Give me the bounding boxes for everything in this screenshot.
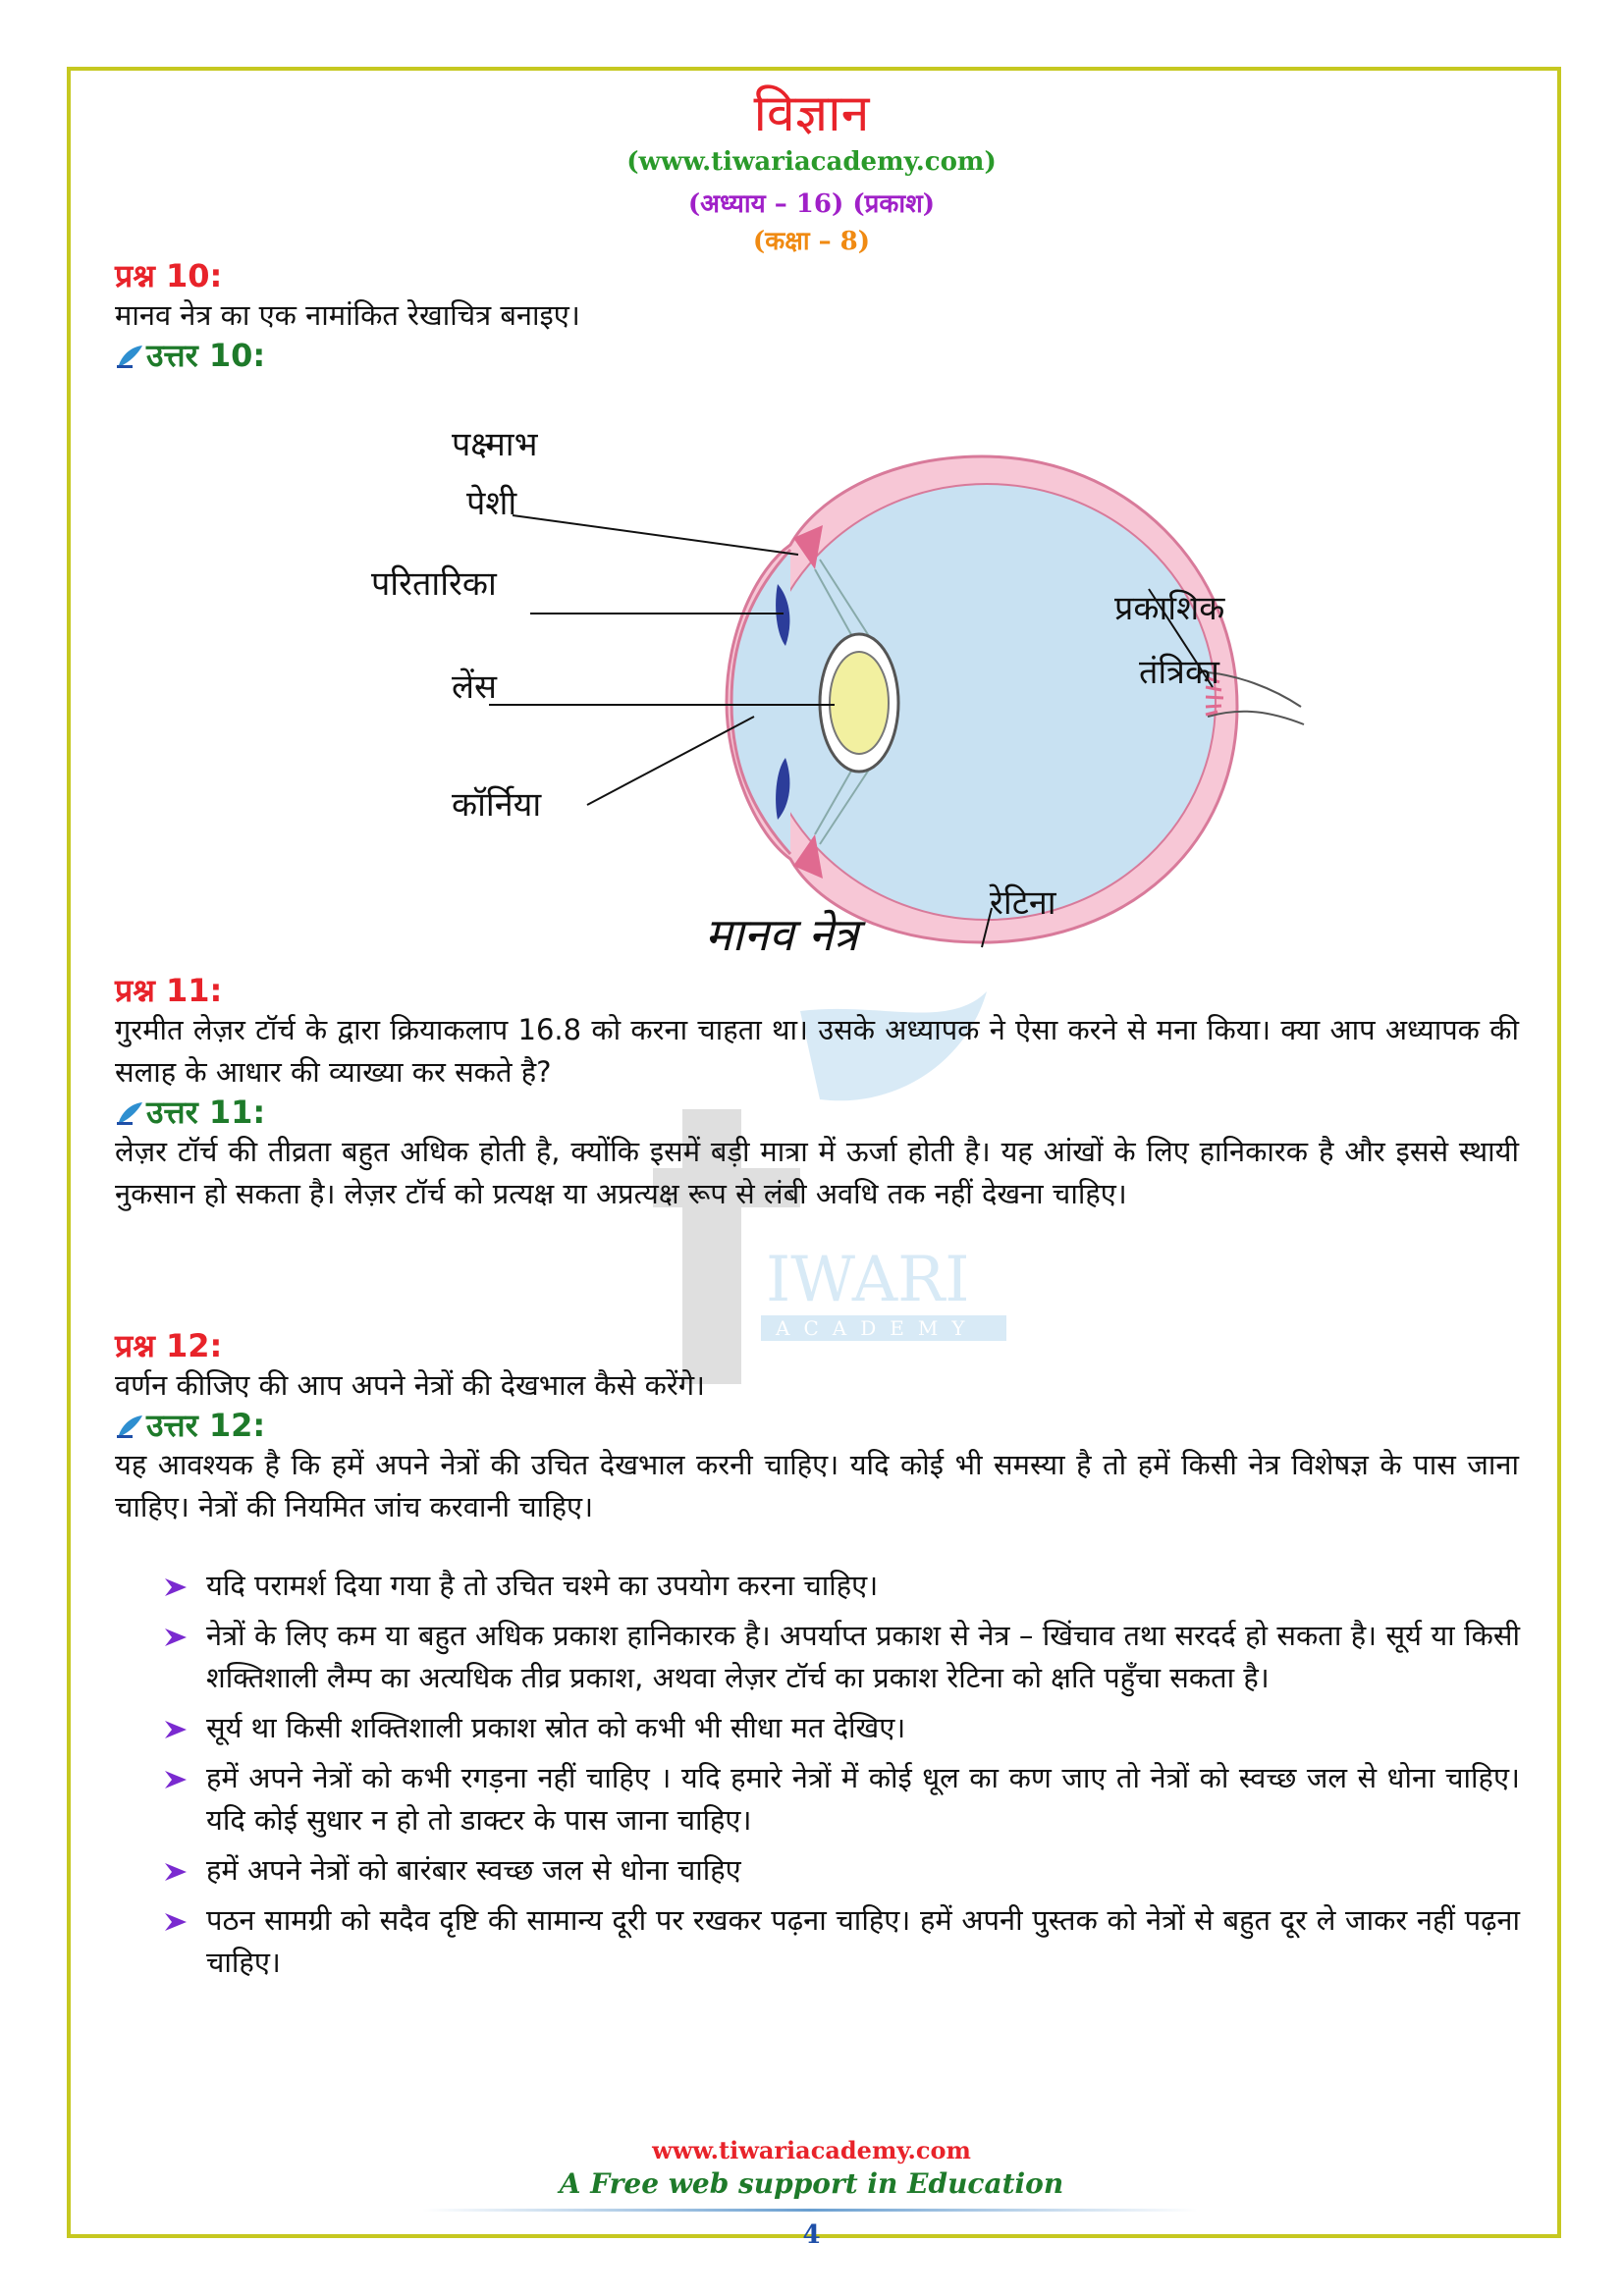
answer-11-label: उत्तर 11: <box>146 1094 266 1131</box>
answer-11-text: लेज़र टॉर्च की तीव्रता बहुत अधिक होती है, क्योंकि इसमें बड़ी मात्रा में ऊर्जा होती है। यह आंखों के लिए हानिकारक है और इससे स्थायी नुकसान हो सकता है। लेज़र टॉर्च को प्रत्यक्ष या अप्रत्यक्ष रूप से लंबी अवधि तक नहीं देखना चाहिए। <box>115 1135 1519 1210</box>
watermark-text: IWARI <box>766 1244 970 1316</box>
question-10-text: मानव नेत्र का एक नामांकित रेखाचित्र बनाइए। <box>115 298 580 332</box>
arrowhead-icon <box>165 1771 187 1789</box>
arrowhead-icon <box>165 1863 187 1881</box>
footer-tagline: A Free web support in Education <box>559 2167 1064 2200</box>
answer-11-label-row <box>115 1094 1519 1131</box>
list-item: यदि परामर्श दिया गया है तो उचित चश्मे का उपयोग करना चाहिए। <box>165 1565 1520 1607</box>
list-item: हमें अपने नेत्रों को कभी रगड़ना नहीं चाहिए । यदि हमारे नेत्रों में कोई धूल का कण जाए तो नेत्रों को स्वच्छ जल से धोना चाहिए। यदि कोई सुधार न हो तो डाक्टर के पास जाना चाहिए। <box>165 1757 1520 1842</box>
label-lens: लेंस <box>452 667 498 707</box>
question-12 <box>115 1327 1519 1528</box>
answer-12-label-row <box>115 1407 1519 1444</box>
leader-ciliary <box>513 515 798 555</box>
care-list <box>165 1565 1520 1992</box>
eye-lens <box>830 652 889 754</box>
footer-website[interactable]: www.tiwariacademy.com <box>652 2136 971 2164</box>
pen-icon <box>115 344 144 369</box>
label-cornea: कॉर्निया <box>452 785 542 825</box>
list-item: पठन सामग्री को सदैव दृष्टि की सामान्य दूरी पर रखकर पढ़ना चाहिए। हमें अपनी पुस्तक को नेत्रों से बहुत दूर ले जाकर नहीं पढ़ना चाहिए। <box>165 1899 1520 1984</box>
diagram-caption: मानव नेत्र <box>705 908 859 961</box>
arrowhead-icon <box>165 1578 187 1596</box>
question-10 <box>115 257 1519 374</box>
label-retina: रेटिना <box>990 883 1056 923</box>
label-iris: परितारिका <box>371 564 497 604</box>
footer-divider <box>422 2209 1198 2212</box>
answer-10-label-row <box>115 337 1519 374</box>
answer-12-label: उत्तर 12: <box>146 1407 266 1444</box>
arrowhead-icon <box>165 1913 187 1931</box>
label-ciliary-2: पेशी <box>466 484 517 523</box>
label-ciliary-1: पक्ष्माभ <box>452 425 538 464</box>
page-title: विज्ञान <box>753 84 870 143</box>
header-class: (कक्षा – 8) <box>752 227 871 256</box>
watermark-subtext: ACADEMY <box>776 1316 979 1340</box>
pen-icon <box>115 1414 144 1439</box>
answer-12-text: यह आवश्यक है कि हमें अपने नेत्रों की उचित देखभाल करनी चाहिए। यदि कोई भी समस्या है तो हमें किसी नेत्र विशेषज्ञ के पास जाना चाहिए। नेत्रों की नियमित जांच करवानी चाहिए। <box>115 1448 1519 1523</box>
question-11-text: गुरमीत लेज़र टॉर्च के द्वारा क्रियाकलाप 16.8 को करना चाहता था। उसके अध्यापक ने ऐसा करने से मना किया। क्या आप अध्यापक की सलाह के आधार की व्याख्या कर सकते है? <box>115 1013 1519 1089</box>
page-number: 4 <box>802 2220 821 2250</box>
arrowhead-icon <box>165 1629 187 1646</box>
label-optic-1: प्रकाशिक <box>1114 589 1225 628</box>
question-10-label: प्रश्न 10: <box>115 257 223 294</box>
label-optic-2: तंत्रिका <box>1139 653 1219 692</box>
header-website: (www.tiwariacademy.com) <box>626 147 997 177</box>
leader-cornea <box>587 717 754 805</box>
question-11 <box>115 972 1519 1215</box>
arrowhead-icon <box>165 1721 187 1738</box>
list-item: सूर्य था किसी शक्तिशाली प्रकाश स्रोत को कभी भी सीधा मत देखिए। <box>165 1707 1520 1749</box>
list-item: हमें अपने नेत्रों को बारंबार स्वच्छ जल से धोना चाहिए <box>165 1849 1520 1892</box>
question-12-label: प्रश्न 12: <box>115 1327 223 1364</box>
question-11-label: प्रश्न 11: <box>115 972 223 1009</box>
answer-10-label: उत्तर 10: <box>146 337 266 374</box>
pen-icon <box>115 1100 144 1126</box>
header-chapter: (अध्याय – 16) (प्रकाश) <box>687 189 936 219</box>
question-12-text: वर्णन कीजिए की आप अपने नेत्रों की देखभाल कैसे करेंगे। <box>115 1368 706 1402</box>
list-item: नेत्रों के लिए कम या बहुत अधिक प्रकाश हानिकारक है। अपर्याप्त प्रकाश से नेत्र – खिंचाव तथा सरदर्द हो सकता है। सूर्य या किसी शक्तिशाली लैम्प का अत्यधिक तीव्र प्रकाश, अथवा लेज़र टॉर्च का प्रकाश रेटिना को क्षति पहुँचा सकता है। <box>165 1615 1520 1699</box>
